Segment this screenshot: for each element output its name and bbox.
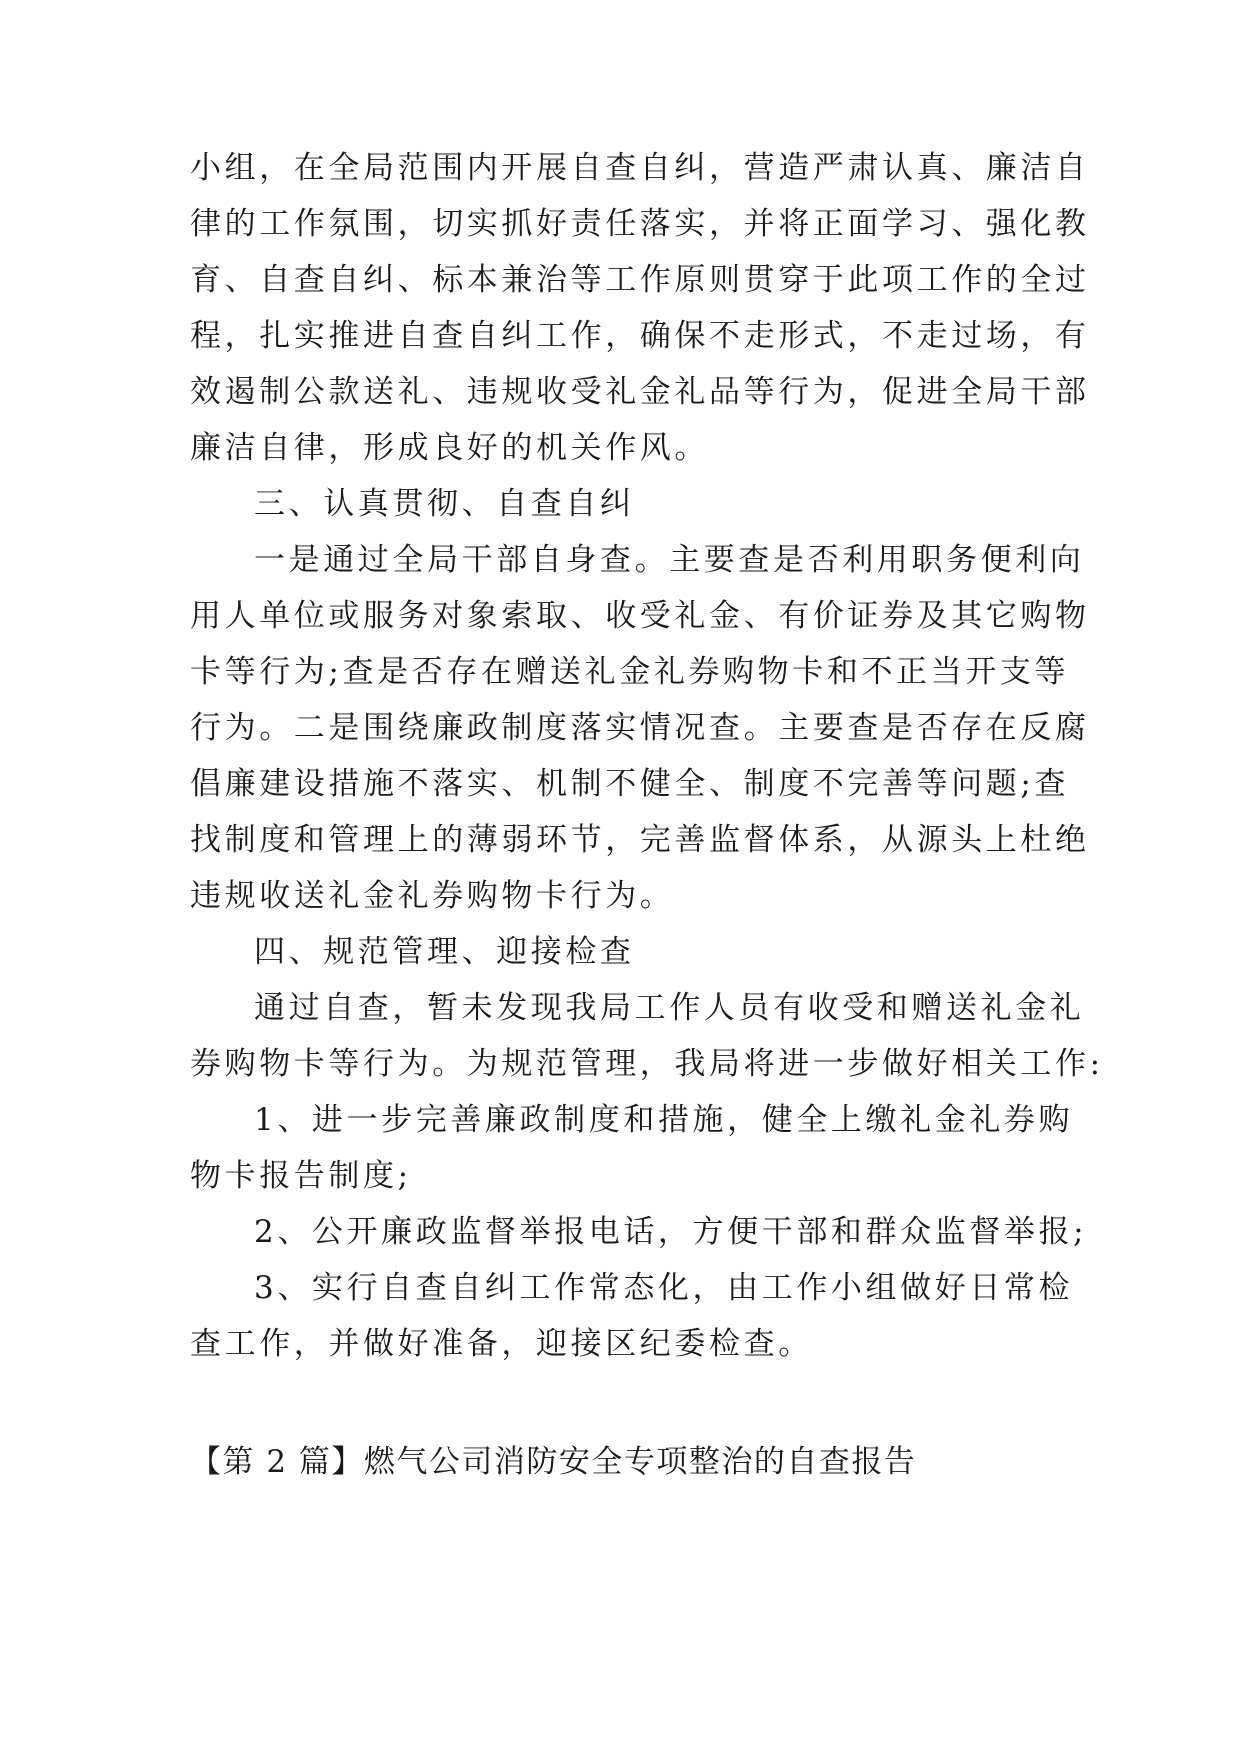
paragraph-line: 通过自查，暂未发现我局工作人员有收受和赠送礼金礼 — [254, 990, 1085, 1026]
paragraph-line: 程，扎实推进自查自纠工作，确保不走形式，不走过场，有 — [190, 318, 1090, 354]
list-item-3-continued: 查工作，并做好准备，迎接区纪委检查。 — [190, 1326, 813, 1362]
paragraph-line: 小组，在全局范围内开展自查自纠，营造严肃认真、廉洁自 — [190, 150, 1090, 186]
list-item-2: 2、公开廉政监督举报电话，方便干部和群众监督举报; — [254, 1214, 1088, 1250]
paragraph-line: 找制度和管理上的薄弱环节，完善监督体系，从源头上杜绝 — [190, 822, 1090, 858]
paragraph-line: 倡廉建设措施不落实、机制不健全、制度不完善等问题;查 — [190, 766, 1070, 802]
next-article-title: 【第 2 篇】燃气公司消防安全专项整治的自查报告 — [190, 1444, 917, 1480]
list-item-3: 3、实行自查自纠工作常态化，由工作小组做好日常检 — [254, 1270, 1074, 1306]
list-item-1: 1、进一步完善廉政制度和措施，健全上缴礼金礼券购 — [254, 1102, 1074, 1138]
list-item-1-continued: 物卡报告制度; — [190, 1158, 412, 1194]
paragraph-line: 卡等行为;查是否存在赠送礼金礼券购物卡和不正当开支等 — [190, 654, 1070, 690]
paragraph-line: 一是通过全局干部自身查。主要查是否利用职务便利向 — [254, 542, 1085, 578]
paragraph-line: 行为。二是围绕廉政制度落实情况查。主要查是否存在反腐 — [190, 710, 1090, 746]
paragraph-line: 违规收送礼金礼券购物卡行为。 — [190, 878, 675, 914]
paragraph-line: 用人单位或服务对象索取、收受礼金、有价证券及其它购物 — [190, 598, 1090, 634]
paragraph-line: 券购物卡等行为。为规范管理，我局将进一步做好相关工作: — [190, 1046, 1104, 1082]
paragraph-line: 育、自查自纠、标本兼治等工作原则贯穿于此项工作的全过 — [190, 262, 1090, 298]
paragraph-line: 廉洁自律，形成良好的机关作风。 — [190, 430, 709, 466]
section-heading-3: 三、认真贯彻、自查自纠 — [254, 486, 635, 522]
paragraph-line: 律的工作氛围，切实抓好责任落实，并将正面学习、强化教 — [190, 206, 1090, 242]
section-heading-4: 四、规范管理、迎接检查 — [254, 934, 635, 970]
paragraph-line: 效遏制公款送礼、违规收受礼金礼品等行为，促进全局干部 — [190, 374, 1090, 410]
